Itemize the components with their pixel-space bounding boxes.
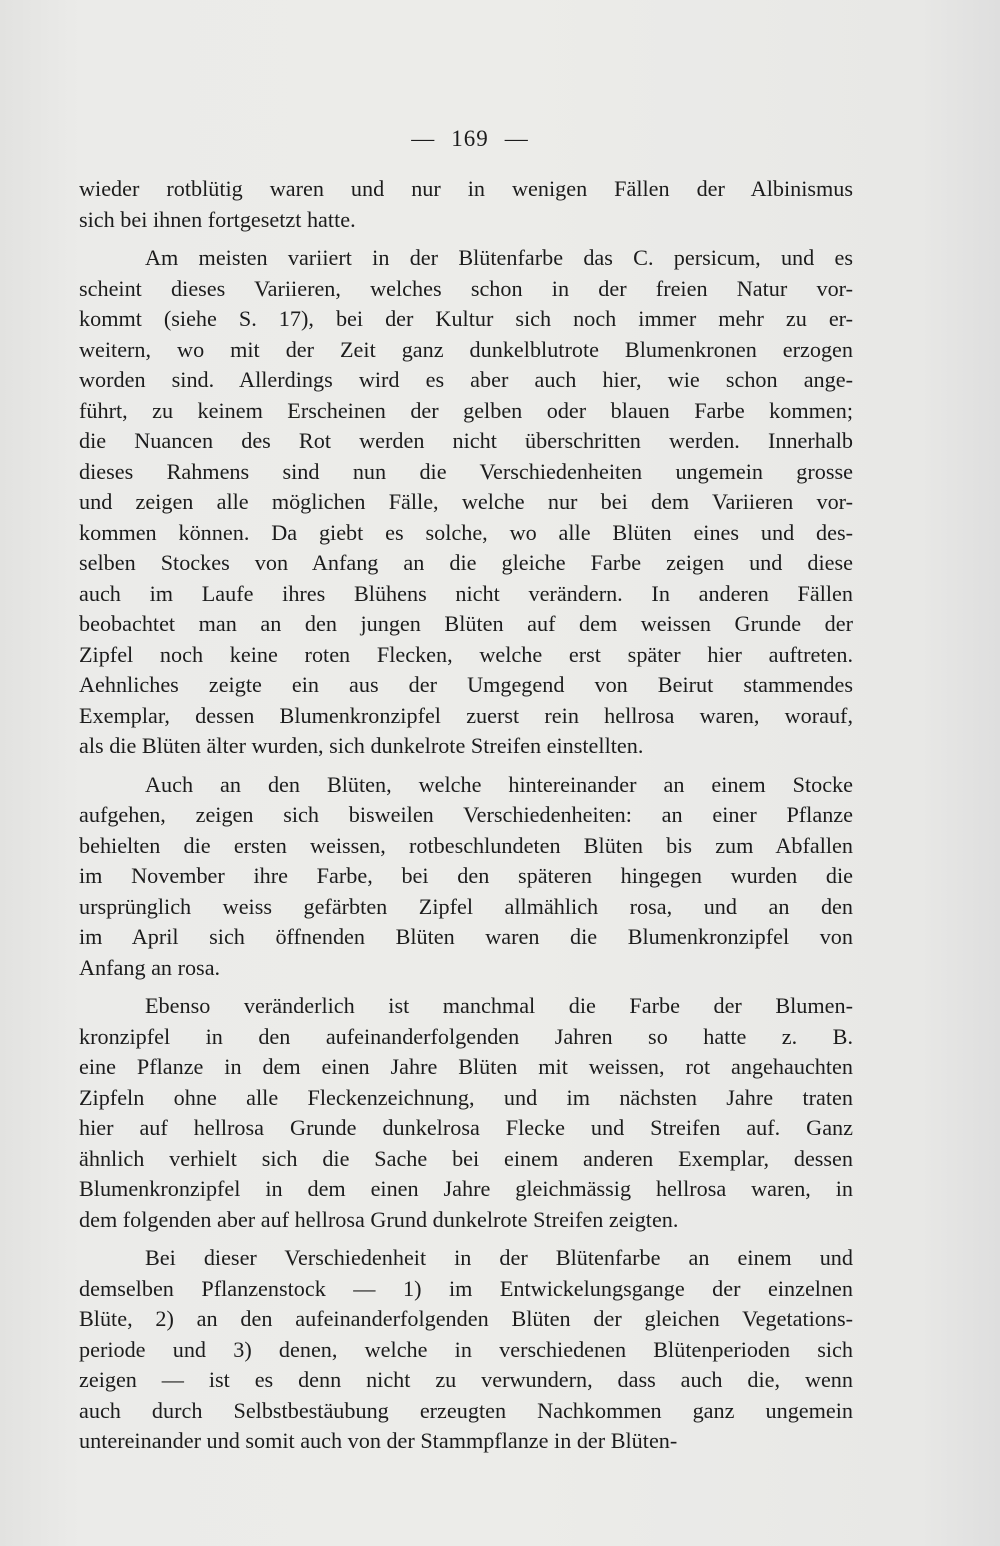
text-line: sich bei ihnen fortgesetzt hatte. <box>79 206 356 232</box>
text-line: auch durch Selbstbestäubung erzeugten Nachkommen ganz ungemein <box>79 1397 853 1423</box>
text-line: als die Blüten älter wurden, sich dunkelrote Streifen einstellten. <box>79 733 644 758</box>
text-line: und zeigen alle möglichen Fälle, welche nur bei dem Variieren vor- <box>79 489 853 514</box>
text-line: Aehnliches zeigte ein aus der Umgegend von Beirut stammendes <box>79 672 853 697</box>
text-line: Blüte, 2) an den aufeinanderfolgenden Blüten der gleichen Vegetations- <box>79 1306 853 1331</box>
paragraph-gap <box>79 762 853 770</box>
text-line: selben Stockes von Anfang an die gleiche Farbe zeigen und diese <box>79 550 853 575</box>
page-header <box>0 126 940 152</box>
text-line: Zipfeln ohne alle Fleckenzeichnung, und im nächsten Jahre traten <box>79 1084 853 1110</box>
text-line: Ebenso veränderlich ist manchmal die Farbe der Blumen- <box>145 993 853 1018</box>
text-line: Bei dieser Verschiedenheit in der Blütenfarbe an einem und <box>145 1245 853 1270</box>
text-line: ursprünglich weiss gefärbten Zipfel allmählich rosa, und an den <box>79 893 853 919</box>
text-line: eine Pflanze in dem einen Jahre Blüten mit weissen, rot angehauchten <box>79 1054 853 1079</box>
text-line: Zipfel noch keine roten Flecken, welche erst später hier auftreten. <box>79 641 853 667</box>
text-line: aufgehen, zeigen sich bisweilen Verschiedenheiten: an einer Pflanze <box>79 802 853 827</box>
text-line: demselben Pflanzenstock — 1) im Entwickelungsgange der einzelnen <box>79 1275 853 1301</box>
paragraph <box>79 174 853 235</box>
paragraph <box>79 243 853 762</box>
text-line: auch im Laufe ihres Blühens nicht verändern. In anderen Fällen <box>79 580 853 606</box>
text-line: untereinander und somit auch von der Stammpflanze in der Blüten- <box>79 1428 678 1453</box>
text-line: dem folgenden aber auf hellrosa Grund dunkelrote Streifen zeigten. <box>79 1206 679 1232</box>
text-line: zeigen — ist es denn nicht zu verwundern, dass auch die, wenn <box>79 1367 853 1392</box>
text-line: weitern, wo mit der Zeit ganz dunkelblutrote Blumenkronen erzogen <box>79 336 853 362</box>
text-line: wieder rotblütig waren und nur in wenigen Fällen der Albinismus <box>79 176 853 201</box>
paragraph <box>79 991 853 1235</box>
text-line: behielten die ersten weissen, rotbeschlundeten Blüten bis zum Abfallen <box>79 832 853 858</box>
paragraph-gap <box>79 1235 853 1243</box>
header-dash-right: — <box>504 126 529 151</box>
text-line: Am meisten variiert in der Blütenfarbe das C. persicum, und es <box>145 245 853 270</box>
text-line: kronzipfel in den aufeinanderfolgenden Jahren so hatte z. B. <box>79 1023 853 1049</box>
text-line: ähnlich verhielt sich die Sache bei einem anderen Exemplar, dessen <box>79 1145 853 1171</box>
text-line: beobachtet man an den jungen Blüten auf dem weissen Grunde der <box>79 611 853 636</box>
paragraph <box>79 770 853 984</box>
text-line: periode und 3) denen, welche in verschiedenen Blütenperioden sich <box>79 1336 853 1362</box>
paragraph-gap <box>79 983 853 991</box>
text-line: Anfang an rosa. <box>79 954 221 980</box>
text-line: kommen können. Da giebt es solche, wo alle Blüten eines und des- <box>79 519 853 545</box>
text-line: Auch an den Blüten, welche hintereinander an einem Stocke <box>145 771 853 797</box>
text-line: scheint dieses Variieren, welches schon in der freien Natur vor- <box>79 275 853 301</box>
text-line: im November ihre Farbe, bei den späteren hingegen wurden die <box>79 863 853 888</box>
header-dash-left: — <box>411 126 436 151</box>
body-text <box>79 174 853 1457</box>
text-line: führt, zu keinem Erscheinen der gelben oder blauen Farbe kommen; <box>79 397 853 423</box>
text-line: dieses Rahmens sind nun die Verschiedenheiten ungemein grosse <box>79 458 853 484</box>
text-line: hier auf hellrosa Grunde dunkelrosa Flecke und Streifen auf. Ganz <box>79 1115 853 1140</box>
text-line: Blumenkronzipfel in dem einen Jahre gleichmässig hellrosa waren, in <box>79 1176 853 1201</box>
text-line: die Nuancen des Rot werden nicht überschritten werden. Innerhalb <box>79 428 853 453</box>
text-line: im April sich öffnenden Blüten waren die Blumenkronzipfel von <box>79 924 853 949</box>
paragraph-gap <box>79 235 853 243</box>
text-line: worden sind. Allerdings wird es aber auch hier, wie schon ange- <box>79 367 853 392</box>
paragraph <box>79 1243 853 1457</box>
text-line: kommt (siehe S. 17), bei der Kultur sich noch immer mehr zu er- <box>79 306 853 331</box>
page-number: 169 <box>451 126 489 151</box>
text-line: Exemplar, dessen Blumenkronzipfel zuerst rein hellrosa waren, worauf, <box>79 702 853 728</box>
